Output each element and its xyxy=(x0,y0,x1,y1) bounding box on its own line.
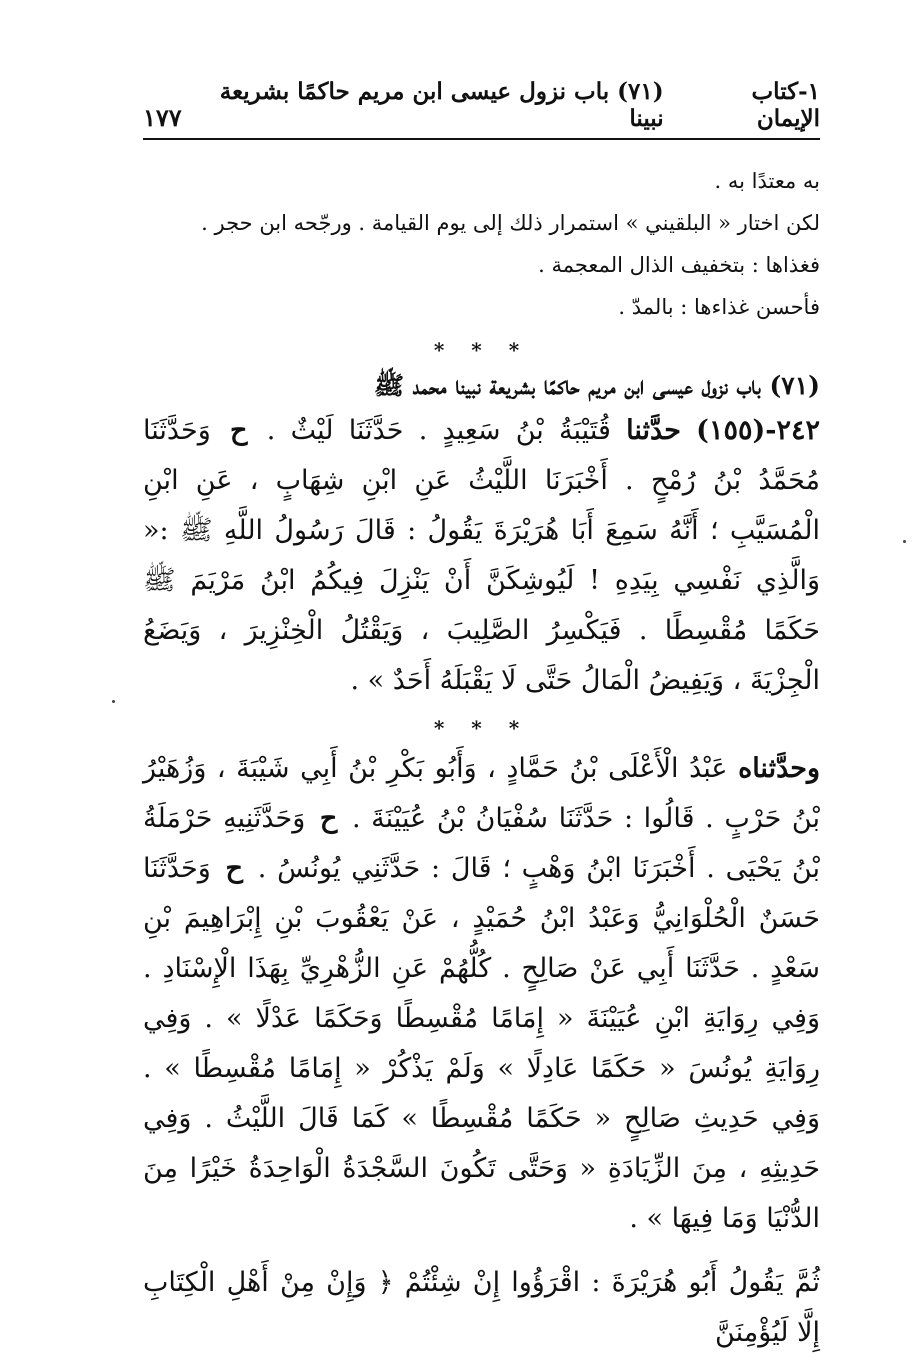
running-header xyxy=(143,78,820,140)
chain-text: وَحَدَّثَنِيهِ حَرْمَلَةُ بْنُ يَحْيَى . أَخْبَرَنَا ابْنُ وَهْبٍ ؛ قَالَ : حَدَّثَنِي يُونُسُ . xyxy=(143,803,820,884)
hadith-paragraph xyxy=(143,406,820,706)
header-titles xyxy=(182,78,820,132)
header-chapter-title: (٧١) باب نزول عيسى ابن مريم حاكمًا بشريعة نبينا xyxy=(219,78,664,132)
scan-speck xyxy=(112,700,115,703)
chain-paragraph xyxy=(143,744,820,1244)
chain-text: وَحَدَّثَنَا حَسَنٌ الْحُلْوَانِيُّ وَعَبْدُ ابْنُ حُمَيْدٍ ، عَنْ يَعْقُوبَ بْنِ إِبْرَاهِيمَ بْنِ سَعْدٍ . حَدَّثَنَا أَبِي عَنْ صَالِحٍ . كُلُّهُمْ عَنِ الزُّهْرِيِّ بِهَذَا الْإِسْنَادِ . وَفِي رِوَايَةِ ابْنِ عُيَيْنَةَ « إِمَامًا مُقْسِطًا وَحَكَمًا عَدْلًا » . وَفِي رِوَايَةِ يُونُسَ « حَكَمًا عَادِلًا » وَلَمْ يَذْكُرْ « إِمَامًا مُقْسِطًا » . وَفِي حَدِيثِ صَالِحٍ « حَكَمًا مُقْسِطًا » كَمَا قَالَ اللَّيْثُ . وَفِي حَدِيثِهِ ، مِنَ الزِّيَادَةِ « وَحَتَّى تَكُونَ السَّجْدَةُ الْوَاحِدَةُ خَيْرًا مِنَ الدُّنْيَا وَمَا فِيهَا » . xyxy=(143,853,820,1234)
tahwil-symbol: ح xyxy=(319,803,338,834)
tahwil-symbol: ح xyxy=(225,853,243,884)
chain-text: عَبْدُ الْأَعْلَى بْنُ حَمَّادٍ ، وَأَبُو بَكْرِ بْنُ أَبِي شَيْبَةَ ، وَزُهَيْرُ بْنُ حَرْبٍ . قَالُوا : حَدَّثَنَا سُفْيَانُ بْنُ عُيَيْنَةَ . xyxy=(143,753,821,834)
hadith-lead: حدَّثنا xyxy=(626,415,681,446)
hadith-number: ٢٤٢-(١٥٥) xyxy=(696,415,820,446)
closing-line: ثُمَّ يَقُولُ أَبُو هُرَيْرَةَ : اقْرَؤُوا إِنْ شِئْتُمْ ﴿ وَإِنْ مِنْ أَهْلِ الْكِتَابِ إِلَّا لَيُؤْمِنَنَّ xyxy=(143,1267,820,1348)
hadith-text: قُتَيْبَةُ بْنُ سَعِيدٍ . حَدَّثَنَا لَيْثٌ . xyxy=(266,415,611,446)
commentary-notes xyxy=(143,160,820,328)
note-line: فغذاها : بتخفيف الذال المعجمة . xyxy=(538,253,820,277)
section-separator: * * * xyxy=(433,338,530,362)
page-number: ١٧٧ xyxy=(143,103,182,132)
chain-lead: وحدَّثناه xyxy=(738,753,820,784)
hadith-text-continued: وَحَدَّثَنَا مُحَمَّدُ بْنُ رُمْحٍ . أَخْبَرَنَا اللَّيْثُ عَنِ ابْنِ شِهَابٍ ، عَنِ ابْنِ الْمُسَيَّبِ ؛ أَنَّهُ سَمِعَ أَبَا هُرَيْرَةَ يَقُولُ : قَالَ رَسُولُ اللَّهِ ﷺ :« وَالَّذِي نَفْسِي بِيَدِهِ ! لَيُوشِكَنَّ أَنْ يَنْزِلَ فِيكُمُ ابْنُ مَرْيَمَ ﷺ حَكَمًا مُقْسِطًا . فَيَكْسِرُ الصَّلِيبَ ، وَيَقْتُلُ الْخِنْزِيرَ ، وَيَضَعُ الْجِزْيَةَ ، وَيَفِيضُ الْمَالُ حَتَّى لَا يَقْبَلَهُ أَحَدٌ » . xyxy=(143,415,820,696)
chapter-heading: (٧١) باب نزول عيسى ابن مريم حاكمًا بشريعة نبينا محمد ﷺ xyxy=(373,371,820,400)
scan-speck xyxy=(903,540,906,543)
section-separator: * * * xyxy=(433,716,530,740)
note-line: به معتدًا به . xyxy=(714,169,820,193)
note-line: فأحسن غذاءها : بالمدّ . xyxy=(618,295,820,319)
tahwil-symbol: ح xyxy=(230,415,248,446)
note-line: لكن اختار « البلقيني » استمرار ذلك إلى يوم القيامة . ورجّحه ابن حجر . xyxy=(201,211,820,235)
header-book-title: ١-كتاب الإيمان xyxy=(751,78,820,132)
